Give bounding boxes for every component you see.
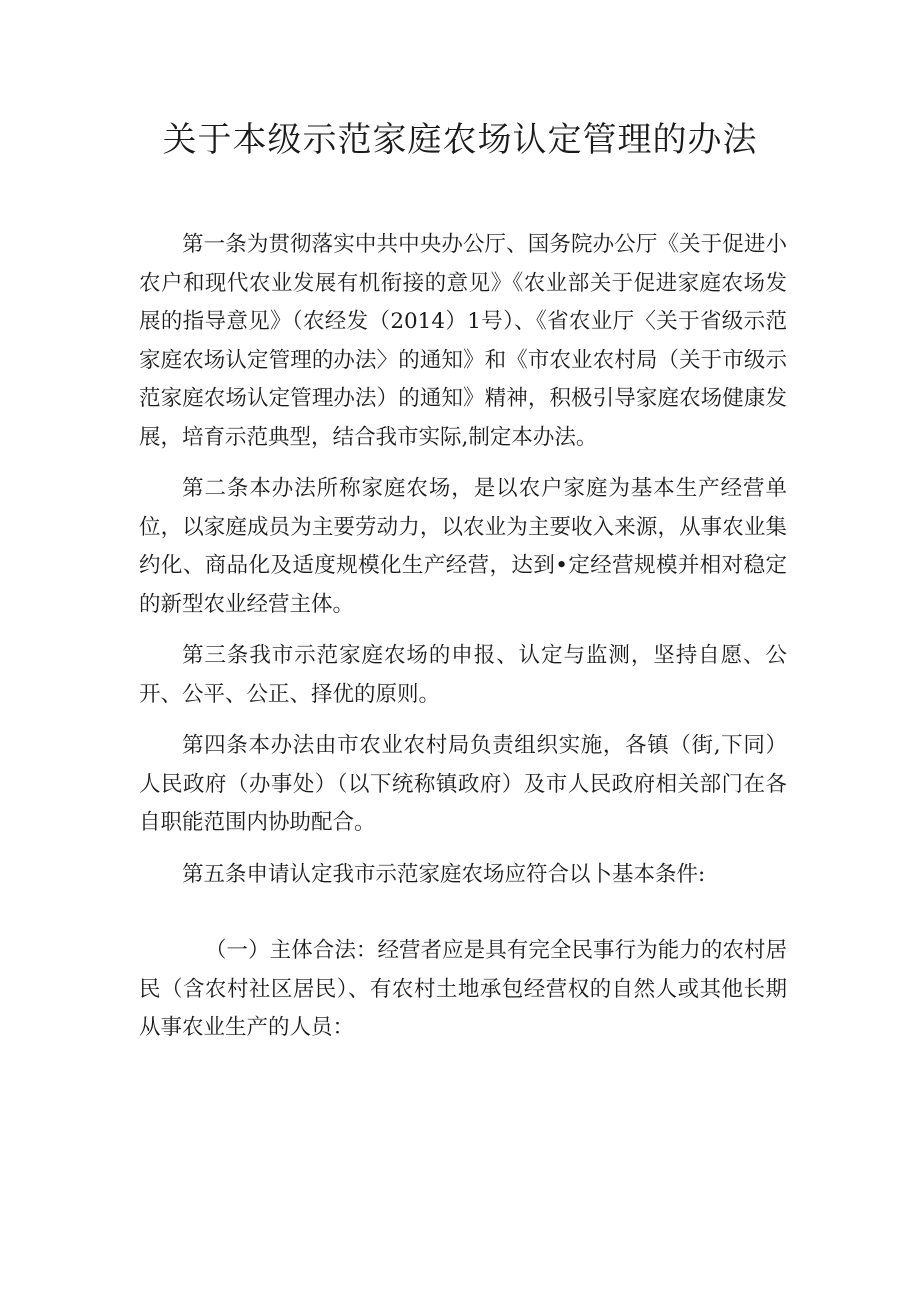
article-3-paragraph: 第三条我市示范家庭农场的申报、认定与监测，坚持自愿、公开、公平、公正、择优的原则。 xyxy=(139,643,787,707)
document-title: 关于本级示范家庭农场认定管理的办法 xyxy=(162,120,758,160)
document-body xyxy=(139,226,787,1048)
article-5-paragraph: 第五条申请认定我市示范家庭农场应符合以卜基本条件: xyxy=(182,861,706,887)
article-1-paragraph: 第一条为贯彻落实中共中央办公厅、国务院办公厅《关于促进小农户和现代农业发展有机衔接的意见》《农业部关于促进家庭农场发展的指导意见》（农经发（2014）1号）、《省农业厅〈关于省级示范家庭农场认定管理的办法〉的通知》和《市农业农村局（关于市级示范家庭农场认定管理办法）的通知》精神，积极引导家庭农场健康发展，培育示范典型，结合我市实际,制定本办法。 xyxy=(139,232,787,450)
article-2-paragraph: 第二条本办法所称家庭农场，是以农户家庭为基本生产经营单位，以家庭成员为主要劳动力，以农业为主要收入来源，从事农业集约化、商品化及适度规模化生产经营，达到•定经营规模并相对稳定的新型农业经营主体。 xyxy=(139,476,787,617)
article-5-item-1-paragraph: （一）主体合法：经营者应是具有完全民事行为能力的农村居民（含农村社区居民）、有农村土地承包经营权的自然人或其他长期从事农业生产的人员： xyxy=(139,938,787,1040)
article-4-paragraph: 第四条本办法由市农业农村局负责组织实施，各镇（街,下同）人民政府（办事处）（以下统称镇政府）及市人民政府相关部门在各自职能范围内协助配合。 xyxy=(139,733,787,835)
